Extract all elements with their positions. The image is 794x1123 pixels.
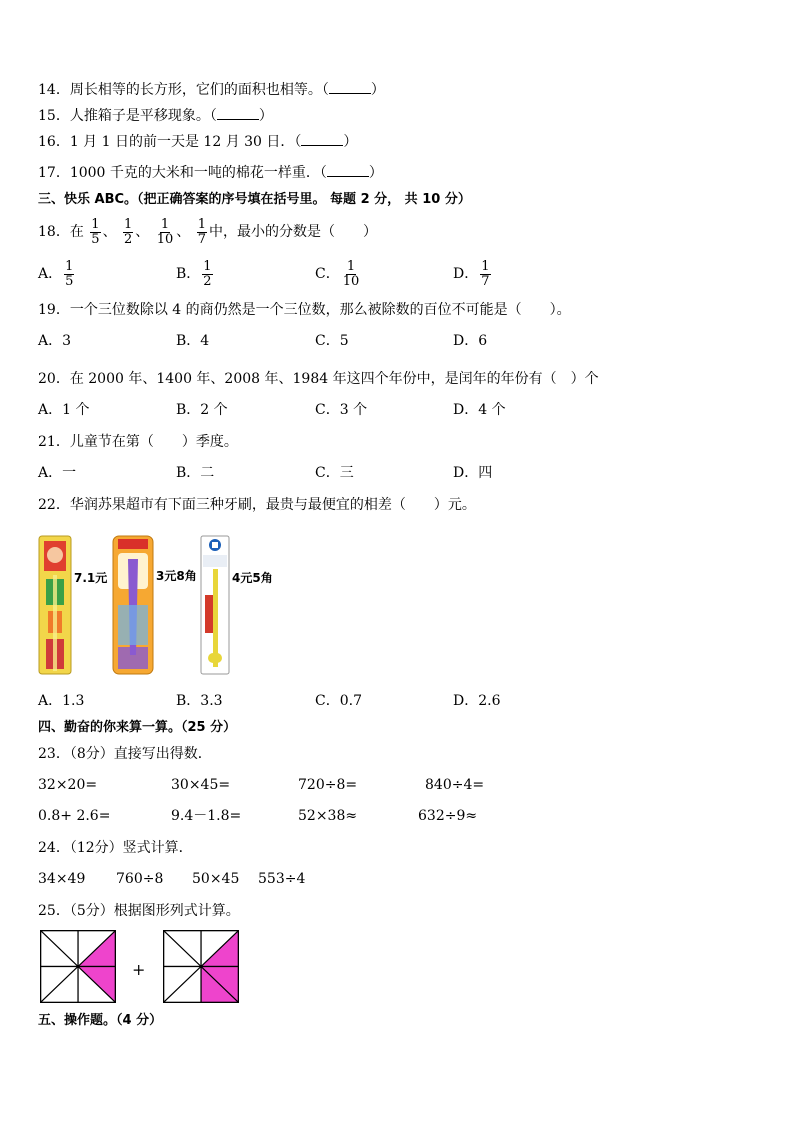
answer-blank[interactable]: [327, 164, 369, 177]
option-b[interactable]: B．二: [176, 465, 215, 481]
answer-blank[interactable]: [301, 133, 343, 146]
option-b[interactable]: B． $\frac{1}{2}$: [176, 258, 212, 289]
calc-item: 840÷4=: [425, 777, 485, 793]
question-16: 16．1 月 1 日的前一天是 12 月 30 日．（ ）: [38, 134, 358, 150]
option-d[interactable]: D．四: [453, 465, 493, 481]
fraction: $\frac{1}{2}$: [124, 216, 133, 247]
answer-blank[interactable]: [217, 107, 259, 120]
question-25: 25．（5分）根据图形列式计算。: [38, 903, 240, 919]
option-c[interactable]: C．三: [315, 465, 354, 481]
toothbrush-3-image: [200, 535, 230, 675]
answer-blank[interactable]: [329, 81, 371, 94]
question-20: 20．在 2000 年、1400 年、2008 年、1984 年这四个年份中，是闰年的年份有（ ）个: [38, 371, 599, 387]
option-c[interactable]: C．3 个: [315, 402, 368, 418]
calc-item: 632÷9≈: [418, 808, 478, 824]
fraction-figure-2: [163, 930, 239, 1003]
calc-item: 9.4－1.8=: [171, 808, 242, 824]
option-d[interactable]: D．4 个: [453, 402, 506, 418]
calc-item: 760÷8: [116, 871, 164, 887]
question-23: 23．（8分）直接写出得数．: [38, 746, 212, 762]
price-label-1: 7.1元: [74, 571, 108, 585]
option-a[interactable]: A．1.3: [38, 693, 85, 709]
section-5-heading: 五、操作题。（4 分）: [38, 1013, 163, 1028]
calc-item: 32×20=: [38, 777, 98, 793]
fraction: $\frac{1}{5}$: [91, 216, 100, 247]
question-19: 19．一个三位数除以 4 的商仍然是一个三位数，那么被除数的百位不可能是（ ）。: [38, 302, 571, 318]
price-label-2: 3元8角: [156, 569, 197, 583]
question-18: 18．在 $\frac{1}{5}$ 、 $\frac{1}{2}$ 、 $\frac{1}{10}$ 、 $\frac{1}{7}$ 中，最小的分数是（ ）: [38, 216, 378, 247]
question-14: 14．周长相等的长方形，它们的面积也相等。（ ）: [38, 82, 385, 98]
fraction-figure-1: [40, 930, 116, 1003]
option-c[interactable]: C．5: [315, 333, 349, 349]
option-a[interactable]: A．一: [38, 465, 77, 481]
option-c[interactable]: C．0.7: [315, 693, 362, 709]
calc-item: 0.8+ 2.6=: [38, 808, 111, 824]
question-22: 22．华润苏果超市有下面三种牙刷，最贵与最便宜的相差（ ）元。: [38, 497, 476, 513]
calc-item: 553÷4: [258, 871, 306, 887]
fraction: $\frac{1}{7}$: [197, 216, 207, 247]
option-b[interactable]: B．4: [176, 333, 210, 349]
question-17: 17．1000 千克的大米和一吨的棉花一样重．（ ）: [38, 165, 383, 181]
option-a[interactable]: A．3: [38, 333, 72, 349]
calc-item: 52×38≈: [298, 808, 358, 824]
toothbrush-2-image: [112, 535, 154, 675]
toothbrush-1-image: [38, 535, 72, 675]
calc-item: 720÷8=: [298, 777, 358, 793]
option-a[interactable]: A．1 个: [38, 402, 90, 418]
section-4-heading: 四、勤奋的你来算一算。（25 分）: [38, 720, 237, 735]
option-d[interactable]: D．6: [453, 333, 488, 349]
question-15: 15．人推箱子是平移现象。（ ）: [38, 108, 273, 124]
question-24: 24．（12分）竖式计算．: [38, 840, 193, 856]
fraction: $\frac{1}{10}$: [156, 216, 174, 247]
option-c[interactable]: C． $\frac{1}{10}$: [315, 258, 360, 289]
section-3-heading: 三、快乐 ABC。（把正确答案的序号填在括号里。 每题 2 分， 共 10 分）: [38, 192, 471, 207]
option-d[interactable]: D． $\frac{1}{7}$: [453, 258, 490, 289]
calc-item: 50×45: [192, 871, 240, 887]
question-21: 21．儿童节在第（ ）季度。: [38, 434, 238, 450]
plus-sign: +: [132, 960, 146, 979]
price-label-3: 4元5角: [232, 571, 273, 585]
option-b[interactable]: B．2 个: [176, 402, 228, 418]
option-d[interactable]: D．2.6: [453, 693, 501, 709]
option-b[interactable]: B．3.3: [176, 693, 223, 709]
calc-item: 30×45=: [171, 777, 231, 793]
option-a[interactable]: A． $\frac{1}{5}$: [38, 258, 74, 289]
calc-item: 34×49: [38, 871, 86, 887]
